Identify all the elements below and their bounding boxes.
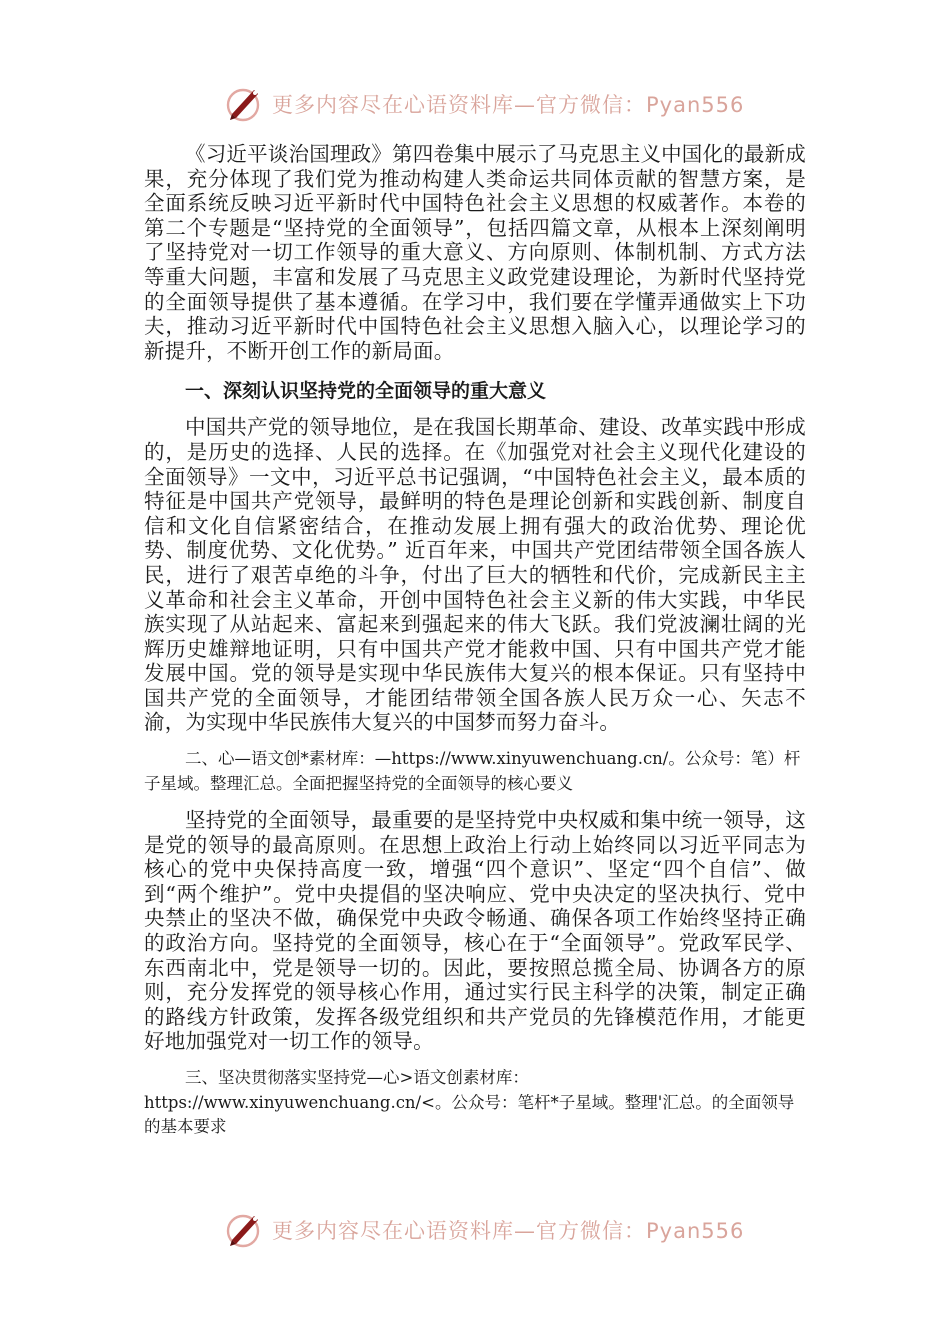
- banner-text: 更多内容尽在心语资料库—官方微信：Pyan556: [272, 1219, 745, 1243]
- pen-logo-icon: [224, 84, 264, 124]
- pen-logo-icon: [224, 1210, 264, 1250]
- section-2-paragraph: 坚持党的全面领导，最重要的是坚持党中央权威和集中统一领导，这是党的领导的最高原则。在思想上政治上行动上始终同以习近平同志为核心的党中央保持高度一致，增强“四个意识”、坚定“四个自信”、做到“两个维护”。党中央提倡的坚决响应、党中央决定的坚决执行、党中央禁止的坚决不做，确保党中央政令畅通、确保各项工作始终坚持正确的政治方向。坚持党的全面领导，核心在于“全面领导”。党政军民学、东西南北中，党是领导一切的。因此，要按照总揽全局、协调各方的原则，充分发挥党的领导核心作用，通过实行民主科学的决策，制定正确的路线方针政策，发挥各级党组织和共产党员的先锋模范作用，才能更好地加强党对一切工作的领导。: [144, 808, 806, 1054]
- footer-watermark-banner: [224, 1210, 744, 1250]
- section-3-heading: 三、坚决贯彻落实坚持党—心>语文创素材库：https://www.xinyuwenchuang.cn/<。公众号：笔杆*子星域。整理'汇总。的全面领导的基本要求: [144, 1068, 795, 1136]
- banner-text: 更多内容尽在心语资料库—官方微信：Pyan556: [272, 93, 745, 117]
- document-body: [144, 142, 806, 1140]
- section-1-paragraph: 中国共产党的领导地位，是在我国长期革命、建设、改革实践中形成的，是历史的选择、人民的选择。在《加强党对社会主义现代化建设的全面领导》一文中，习近平总书记强调，“中国特色社会主义，最本质的特征是中国共产党领导，最鲜明的特色是理论创新和实践创新、制度自信和文化自信紧密结合，在推动发展上拥有强大的政治优势、理论优势、制度优势、文化优势。” 近百年来，中国共产党团结带领全国各族人民，进行了艰苦卓绝的斗争，付出了巨大的牺牲和代价，完成新民主主义革命和社会主义革命，开创中国特色社会主义新的伟大实践，中华民族实现了从站起来、富起来到强起来的伟大飞跃。我们党波澜壮阔的光辉历史雄辩地证明，只有中国共产党才能救中国、只有中国共产党才能发展中国。党的领导是实现中华民族伟大复兴的根本保证。只有坚持中国共产党的全面领导，才能团结带领全国各族人民万众一心、矢志不渝，为实现中华民族伟大复兴的中国梦而努力奋斗。: [144, 415, 806, 735]
- section-1-heading: 一、深刻认识坚持党的全面领导的重大意义: [185, 380, 547, 403]
- section-2-heading: 二、心—语文创*素材库：—https://www.xinyuwenchuang.cn/。公众号：笔）杆子星域。整理汇总。全面把握坚持党的全面领导的核心要义: [144, 749, 801, 793]
- intro-paragraph: 《习近平谈治国理政》第四卷集中展示了马克思主义中国化的最新成果，充分体现了我们党为推动构建人类命运共同体贡献的智慧方案，是全面系统反映习近平新时代中国特色社会主义思想的权威著作。本卷的第二个专题是“坚持党的全面领导”，包括四篇文章，从根本上深刻阐明了坚持党对一切工作领导的重大意义、方向原则、体制机制、方式方法等重大问题，丰富和发展了马克思主义政党建设理论，为新时代坚持党的全面领导提供了基本遵循。在学习中，我们要在学懂弄通做实上下功夫，推动习近平新时代中国特色社会主义思想入脑入心，以理论学习的新提升，不断开创工作的新局面。: [144, 142, 806, 363]
- header-watermark-banner: [224, 84, 744, 124]
